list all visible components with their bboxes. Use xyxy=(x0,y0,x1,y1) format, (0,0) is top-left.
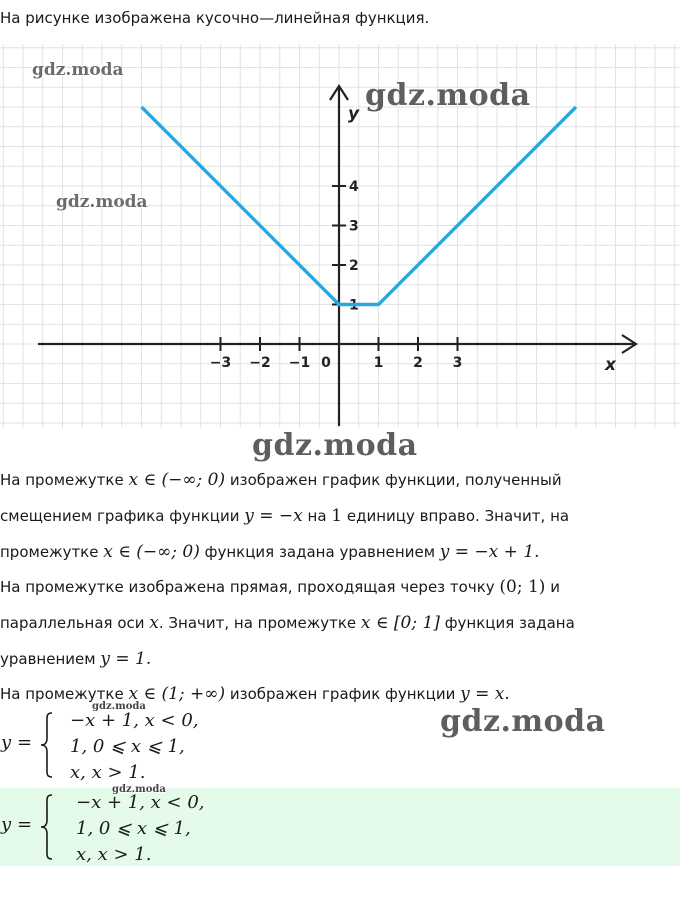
watermark-text: gdz.moda xyxy=(56,192,148,212)
watermark xyxy=(112,784,166,795)
system-case-2: 1, 0 ⩽ x ⩽ 1, xyxy=(76,818,191,839)
curly-brace-icon xyxy=(40,712,54,778)
math-equation: y = 1. xyxy=(100,649,152,669)
paragraph-line xyxy=(0,613,680,633)
piecewise-system-answer xyxy=(0,788,680,866)
watermark xyxy=(252,428,418,463)
watermark xyxy=(440,704,606,739)
watermark-text: gdz.moda xyxy=(112,784,166,795)
y-tick-label: 3 xyxy=(349,218,359,235)
watermark xyxy=(365,78,531,113)
watermark-text: gdz.moda xyxy=(252,428,418,463)
text-span: На промежутке изображена прямая, проходящая через точку xyxy=(0,578,500,596)
system-lhs: y xyxy=(1,814,12,835)
x-tick-label: 1 xyxy=(373,355,384,371)
text-span: на xyxy=(302,507,332,525)
x-tick-label: 0 xyxy=(321,355,331,371)
system-case-1: −x + 1, x < 0, xyxy=(70,710,199,731)
x-axis-label: x xyxy=(605,355,616,375)
system-equals: = xyxy=(17,814,33,835)
intro-text: На рисунке изображена кусочно—линейная функция. xyxy=(0,9,430,27)
x-tick-label: −1 xyxy=(288,355,311,371)
paragraph-line xyxy=(0,542,680,562)
math-interval: x ∈ [0; 1] xyxy=(360,613,440,633)
system-case-2: 1, 0 ⩽ x ⩽ 1, xyxy=(70,736,185,757)
watermark xyxy=(32,60,124,80)
text-span: На промежутке xyxy=(0,685,129,703)
system-case-1: −x + 1, x < 0, xyxy=(76,792,205,813)
x-tick-label: 3 xyxy=(452,355,463,371)
system-case-3: x, x > 1. xyxy=(70,762,146,783)
y-tick-label: 4 xyxy=(349,179,359,195)
y-tick-label: 2 xyxy=(349,258,359,274)
text-span: промежутке xyxy=(0,543,104,561)
system-equals: = xyxy=(17,732,33,753)
text-span: изображен график функции xyxy=(225,685,461,703)
paragraph-line xyxy=(0,506,680,526)
text-span: смещением графика функции xyxy=(0,507,245,525)
x-tick-label: −2 xyxy=(249,355,271,371)
text-span: параллельная оси xyxy=(0,614,150,632)
math-interval: x ∈ (−∞; 0) xyxy=(128,470,226,490)
text-span: функция задана уравнением xyxy=(199,543,440,561)
text-span: функция задана xyxy=(439,614,575,632)
system-case-3: x, x > 1. xyxy=(76,844,152,865)
watermark-text: gdz.moda xyxy=(440,704,606,739)
watermark-text: gdz.moda xyxy=(32,60,124,80)
text-span: уравнением xyxy=(0,650,101,668)
x-tick-label: 2 xyxy=(413,355,423,371)
text-span: изображен график функции, полученный xyxy=(225,471,562,489)
paragraph-line xyxy=(0,649,680,669)
text-span: и xyxy=(545,578,560,596)
math-equation: y = x. xyxy=(460,684,510,704)
text-span: единицу вправо. Значит, на xyxy=(342,507,570,525)
function-graph xyxy=(0,44,680,428)
math-equation: y = −x + 1. xyxy=(439,542,540,562)
math-interval: x ∈ (1; +∞) xyxy=(128,684,226,704)
x-tick-label: −3 xyxy=(209,355,232,371)
math-point: (0; 1) xyxy=(499,577,546,597)
curly-brace-icon xyxy=(40,794,54,860)
paragraph-interval-negative xyxy=(0,470,680,490)
text-span: . Значит, на промежутке xyxy=(158,614,361,632)
watermark-text: gdz.moda xyxy=(365,78,531,113)
math-number: 1 xyxy=(331,506,343,526)
y-tick-label: 1 xyxy=(349,297,359,314)
math-function: y = −x xyxy=(244,506,303,526)
watermark xyxy=(56,192,148,212)
system-lhs: y xyxy=(1,732,12,753)
watermark xyxy=(92,701,146,712)
math-variable: x xyxy=(149,613,159,633)
chart-svg xyxy=(0,44,680,428)
watermark-text: gdz.moda xyxy=(92,701,146,712)
text-span: На промежутке xyxy=(0,471,129,489)
y-axis-label: y xyxy=(348,104,360,124)
math-interval: x ∈ (−∞; 0) xyxy=(103,542,200,562)
paragraph-interval-middle xyxy=(0,577,680,597)
